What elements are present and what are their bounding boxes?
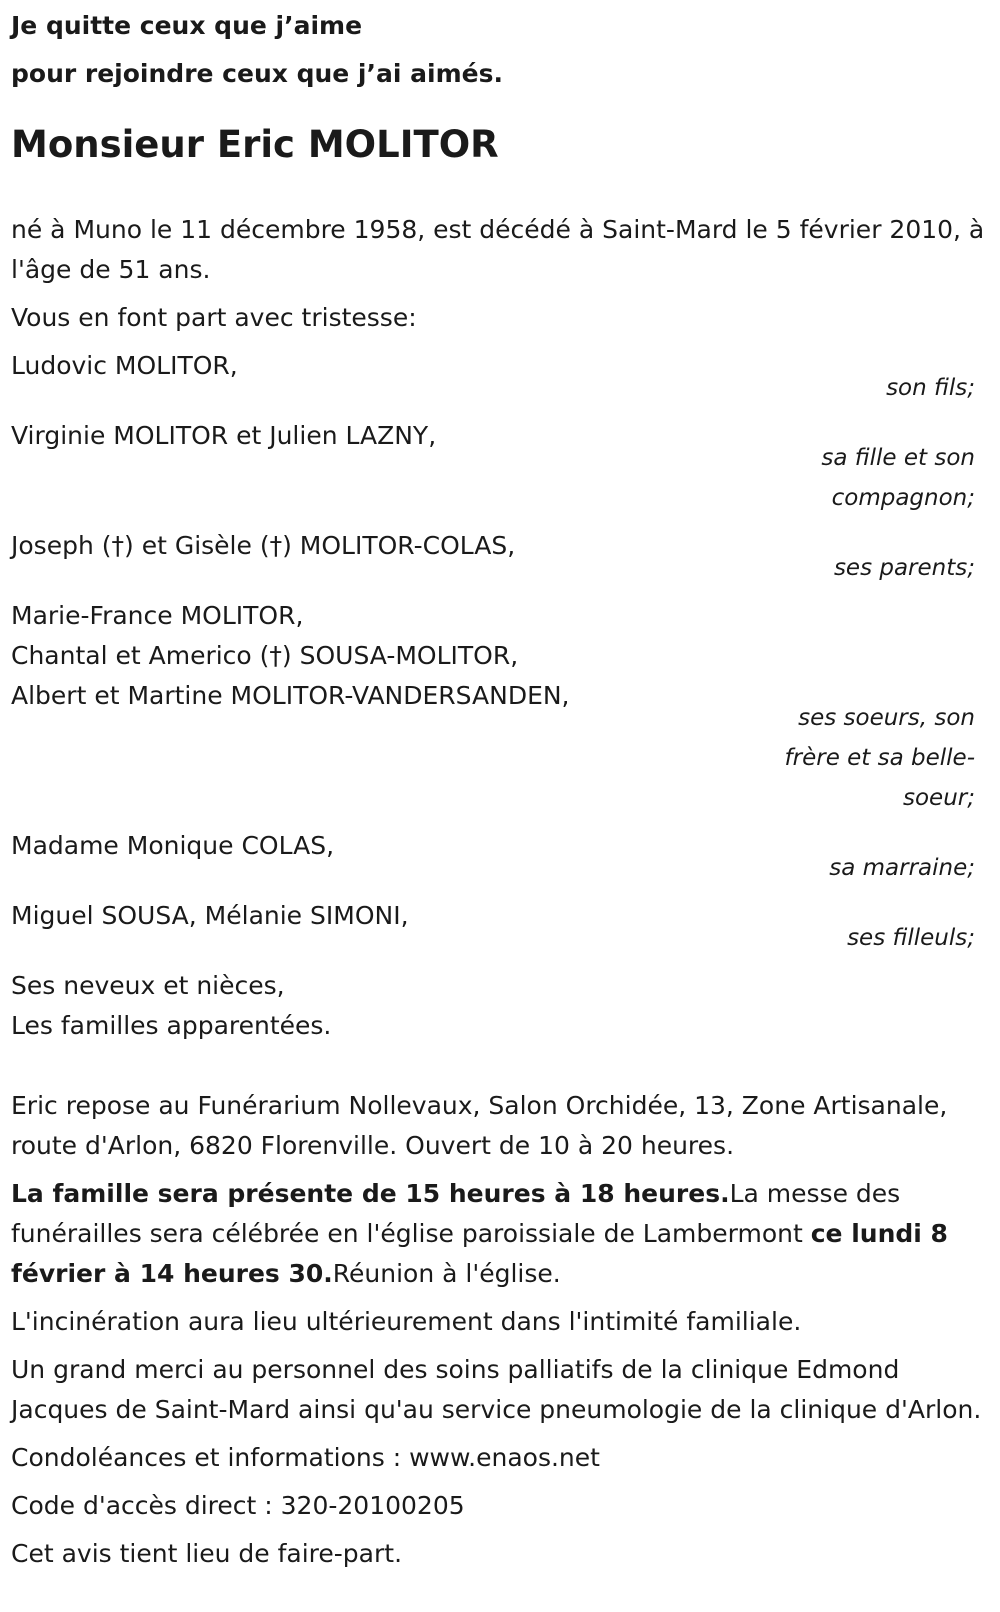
relative-role: sa fille et son compagnon; bbox=[821, 445, 975, 511]
funeral-info bbox=[11, 1174, 989, 1294]
relative-name: Chantal et Americo (†) SOUSA-MOLITOR, bbox=[11, 641, 519, 670]
birth-death-info: né à Muno le 11 décembre 1958, est décédé à Saint-Mard le 5 février 2010, à l'âge de 51 ans. bbox=[11, 215, 985, 284]
obituary-notice bbox=[11, 0, 989, 1574]
relative-name: Miguel SOUSA, Mélanie SIMONI, bbox=[11, 901, 409, 930]
funeral-mass-text: La messe des funérailles sera célébrée en l'église paroissiale de Lambermont bbox=[11, 1179, 901, 1248]
relative-entry bbox=[11, 346, 989, 408]
relative-entry bbox=[11, 596, 989, 818]
relative-entry bbox=[11, 826, 989, 888]
deceased-name-title: Monsieur Eric MOLITOR bbox=[11, 123, 499, 166]
family-presence-hours: La famille sera présente de 15 heures à 18 heures. bbox=[11, 1179, 730, 1208]
relative-role: ses parents; bbox=[833, 555, 975, 581]
relative-entry bbox=[11, 416, 989, 518]
relative-name: Marie-France MOLITOR, bbox=[11, 601, 304, 630]
epitaph-quote bbox=[11, 2, 989, 98]
funeral-date-time: ce lundi 8 février à 14 heures 30. bbox=[11, 1219, 948, 1288]
relative-entry bbox=[11, 526, 989, 588]
nephews-nieces-line: Ses neveux et nièces, bbox=[11, 971, 285, 1000]
epitaph-line-2: pour rejoindre ceux que j’ai aimés. bbox=[11, 59, 503, 88]
relative-entry bbox=[11, 896, 989, 958]
relative-role: ses filleuls; bbox=[847, 925, 975, 951]
relative-role: son fils; bbox=[886, 375, 975, 401]
repose-info: Eric repose au Funérarium Nollevaux, Salon Orchidée, 13, Zone Artisanale, route d'Arlon, 6820 Florenville. Ouvert de 10 à 20 heures. bbox=[11, 1091, 948, 1160]
relative-role: sa marraine; bbox=[829, 855, 975, 881]
notice-line: Cet avis tient lieu de faire-part. bbox=[11, 1539, 403, 1568]
thanks-message: Un grand merci au personnel des soins palliatifs de la clinique Edmond Jacques de Saint-Mard ainsi qu'au service pneumologie de la clinique d'Arlon. bbox=[11, 1355, 982, 1424]
condolences-info: Condoléances et informations : www.enaos.net bbox=[11, 1443, 600, 1472]
relative-name: Virginie MOLITOR et Julien LAZNY, bbox=[11, 421, 437, 450]
epitaph-line-1: Je quitte ceux que j’aime bbox=[11, 11, 363, 40]
relative-role: ses soeurs, son frère et sa belle-soeur; bbox=[784, 705, 975, 811]
related-families-line: Les familles apparentées. bbox=[11, 1011, 332, 1040]
relative-name: Ludovic MOLITOR, bbox=[11, 351, 238, 380]
relative-name: Albert et Martine MOLITOR-VANDERSANDEN, bbox=[11, 681, 570, 710]
access-code: Code d'accès direct : 320-20100205 bbox=[11, 1491, 465, 1520]
relatives-list bbox=[11, 346, 989, 958]
incineration-info: L'incinération aura lieu ultérieurement dans l'intimité familiale. bbox=[11, 1307, 802, 1336]
relative-name: Madame Monique COLAS, bbox=[11, 831, 335, 860]
extended-family bbox=[11, 966, 989, 1046]
relative-name: Joseph (†) et Gisèle (†) MOLITOR-COLAS, bbox=[11, 531, 516, 560]
announcement-line: Vous en font part avec tristesse: bbox=[11, 303, 417, 332]
meeting-text: Réunion à l'église. bbox=[332, 1259, 561, 1288]
